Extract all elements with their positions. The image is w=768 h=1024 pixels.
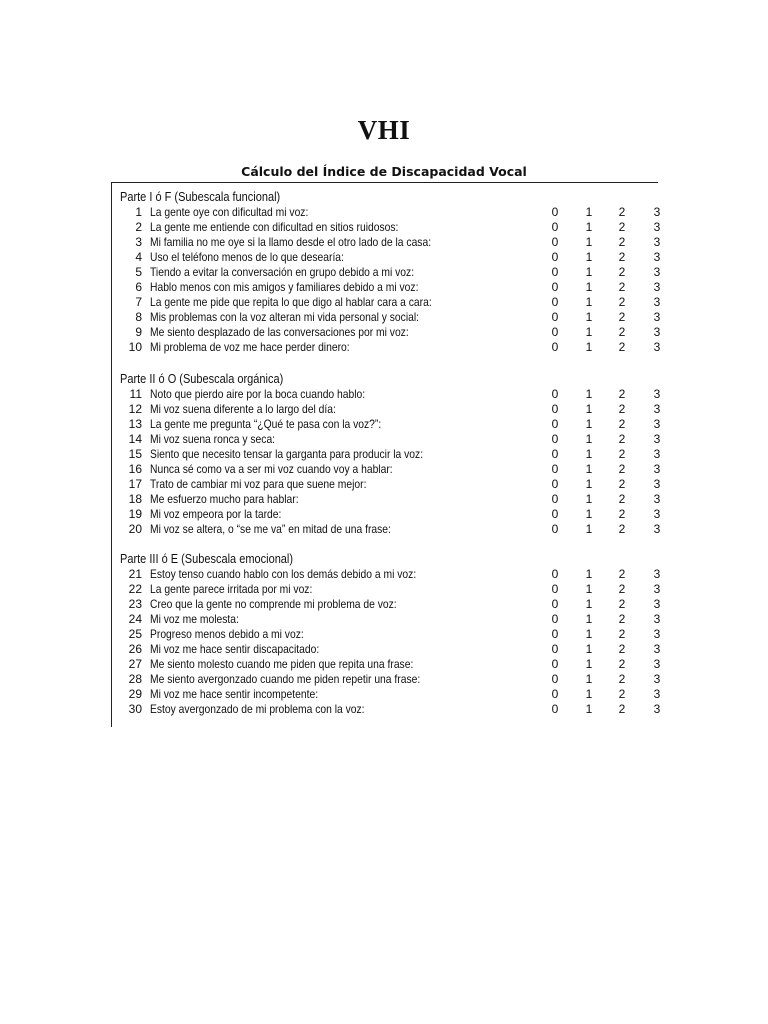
score-option-2: 2 (618, 340, 626, 354)
score-option-1: 1 (585, 492, 593, 506)
question-text: Mi familia no me oye si la llamo desde el otro lado de la casa: (150, 235, 432, 249)
question-text: Mi problema de voz me hace perder dinero: (150, 340, 350, 354)
score-option-3: 3 (653, 432, 661, 446)
score-option-1: 1 (585, 387, 593, 401)
score-option-1: 1 (585, 627, 593, 641)
score-option-3: 3 (653, 597, 661, 611)
score-option-3: 3 (653, 702, 661, 716)
score-option-0: 0 (551, 702, 559, 716)
question-number: 5 (135, 265, 142, 279)
section-title: Parte III ó E (Subescala emocional) (120, 552, 294, 566)
question-number: 23 (128, 597, 142, 611)
score-option-1: 1 (585, 205, 593, 219)
score-option-2: 2 (618, 702, 626, 716)
score-option-1: 1 (585, 612, 593, 626)
question-row (120, 310, 665, 325)
score-option-1: 1 (585, 432, 593, 446)
score-option-2: 2 (618, 417, 626, 431)
score-option-2: 2 (618, 492, 626, 506)
question-number: 30 (128, 702, 142, 716)
question-text: Mi voz se altera, o “se me va” en mitad de una frase: (150, 522, 391, 536)
question-row (120, 432, 665, 447)
question-row (120, 447, 665, 462)
question-number: 11 (129, 387, 142, 401)
score-option-0: 0 (551, 582, 559, 596)
score-option-3: 3 (653, 310, 661, 324)
question-row (120, 220, 665, 235)
question-row (120, 672, 665, 687)
score-option-0: 0 (551, 627, 559, 641)
score-option-0: 0 (551, 612, 559, 626)
score-option-1: 1 (585, 265, 593, 279)
score-option-0: 0 (551, 295, 559, 309)
question-row (120, 642, 665, 657)
score-option-0: 0 (551, 205, 559, 219)
question-text: Mi voz suena ronca y seca: (150, 432, 276, 446)
question-text: Mi voz me molesta: (150, 612, 239, 626)
score-option-3: 3 (653, 265, 661, 279)
score-option-1: 1 (585, 657, 593, 671)
score-option-2: 2 (618, 402, 626, 416)
section-title: Parte II ó O (Subescala orgánica) (120, 372, 284, 386)
question-number: 8 (135, 310, 142, 324)
question-row (120, 627, 665, 642)
question-row (120, 402, 665, 417)
question-number: 22 (128, 582, 142, 596)
score-option-3: 3 (653, 657, 661, 671)
question-text: Estoy tenso cuando hablo con los demás debido a mi voz: (150, 567, 417, 581)
score-option-3: 3 (653, 687, 661, 701)
score-option-2: 2 (618, 220, 626, 234)
question-number: 25 (128, 627, 142, 641)
score-option-1: 1 (585, 477, 593, 491)
question-text: Me esfuerzo mucho para hablar: (150, 492, 299, 506)
question-row (120, 462, 665, 477)
question-number: 21 (128, 567, 142, 581)
question-row (120, 250, 665, 265)
score-option-1: 1 (585, 310, 593, 324)
score-option-2: 2 (618, 447, 626, 461)
question-number: 26 (128, 642, 142, 656)
score-option-3: 3 (653, 417, 661, 431)
score-option-1: 1 (585, 280, 593, 294)
score-option-1: 1 (585, 340, 593, 354)
score-option-1: 1 (585, 582, 593, 596)
score-option-2: 2 (618, 432, 626, 446)
score-option-1: 1 (585, 702, 593, 716)
question-text: Mis problemas con la voz alteran mi vida personal y social: (150, 310, 420, 324)
score-option-1: 1 (585, 402, 593, 416)
score-option-2: 2 (618, 387, 626, 401)
question-text: Trato de cambiar mi voz para que suene mejor: (150, 477, 367, 491)
score-option-0: 0 (551, 402, 559, 416)
question-text: La gente me entiende con dificultad en sitios ruidosos: (150, 220, 399, 234)
question-row (120, 567, 665, 582)
question-number: 19 (128, 507, 142, 521)
score-option-0: 0 (551, 250, 559, 264)
score-option-3: 3 (653, 250, 661, 264)
score-option-3: 3 (653, 642, 661, 656)
question-text: La gente oye con dificultad mi voz: (150, 205, 309, 219)
score-option-1: 1 (585, 672, 593, 686)
score-option-2: 2 (618, 265, 626, 279)
question-row (120, 477, 665, 492)
question-text: Mi voz suena diferente a lo largo del día: (150, 402, 336, 416)
score-option-3: 3 (653, 220, 661, 234)
score-option-3: 3 (653, 325, 661, 339)
question-row (120, 265, 665, 280)
question-text: La gente me pregunta “¿Qué te pasa con la voz?”: (150, 417, 382, 431)
document-subtitle (0, 164, 768, 179)
section-title: Parte I ó F (Subescala funcional) (120, 190, 281, 204)
score-option-2: 2 (618, 250, 626, 264)
score-option-0: 0 (551, 340, 559, 354)
score-option-3: 3 (653, 462, 661, 476)
question-number: 6 (135, 280, 142, 294)
score-option-1: 1 (585, 447, 593, 461)
score-option-1: 1 (585, 235, 593, 249)
score-option-2: 2 (618, 522, 626, 536)
score-option-0: 0 (551, 280, 559, 294)
question-row (120, 387, 665, 402)
question-number: 29 (128, 687, 142, 701)
question-row (120, 612, 665, 627)
question-number: 18 (128, 492, 142, 506)
score-option-1: 1 (585, 417, 593, 431)
score-option-3: 3 (653, 235, 661, 249)
score-option-1: 1 (585, 597, 593, 611)
score-option-3: 3 (653, 447, 661, 461)
score-option-1: 1 (585, 567, 593, 581)
score-option-1: 1 (585, 462, 593, 476)
score-option-2: 2 (618, 205, 626, 219)
question-number: 13 (128, 417, 142, 431)
score-option-2: 2 (618, 235, 626, 249)
section-emotional (120, 551, 665, 717)
question-number: 9 (135, 325, 142, 339)
score-option-0: 0 (551, 462, 559, 476)
score-option-0: 0 (551, 265, 559, 279)
score-option-2: 2 (618, 582, 626, 596)
question-number: 24 (128, 612, 142, 626)
score-option-0: 0 (551, 687, 559, 701)
score-option-1: 1 (585, 687, 593, 701)
question-number: 7 (135, 295, 142, 309)
score-option-0: 0 (551, 417, 559, 431)
question-number: 15 (128, 447, 142, 461)
score-option-1: 1 (585, 250, 593, 264)
question-number: 17 (128, 477, 142, 491)
score-option-2: 2 (618, 507, 626, 521)
question-text: Tiendo a evitar la conversación en grupo debido a mi voz: (150, 265, 415, 279)
score-option-3: 3 (653, 567, 661, 581)
score-option-2: 2 (618, 642, 626, 656)
score-option-0: 0 (551, 432, 559, 446)
question-number: 10 (128, 340, 142, 354)
question-number: 2 (135, 220, 142, 234)
question-text: Siento que necesito tensar la garganta para producir la voz: (150, 447, 424, 461)
question-row (120, 280, 665, 295)
score-option-1: 1 (585, 522, 593, 536)
score-option-1: 1 (585, 642, 593, 656)
score-option-2: 2 (618, 462, 626, 476)
score-option-0: 0 (551, 507, 559, 521)
score-option-0: 0 (551, 522, 559, 536)
question-row (120, 702, 665, 717)
score-option-1: 1 (585, 220, 593, 234)
question-number: 1 (135, 205, 142, 219)
score-option-2: 2 (618, 325, 626, 339)
score-option-0: 0 (551, 325, 559, 339)
question-row (120, 417, 665, 432)
question-number: 28 (128, 672, 142, 686)
question-number: 3 (135, 235, 142, 249)
score-option-3: 3 (653, 492, 661, 506)
question-text: La gente parece irritada por mi voz: (150, 582, 313, 596)
score-option-0: 0 (551, 447, 559, 461)
question-row (120, 522, 665, 537)
question-text: Me siento avergonzado cuando me piden repetir una frase: (150, 672, 421, 686)
score-option-2: 2 (618, 657, 626, 671)
score-option-3: 3 (653, 280, 661, 294)
question-text: Hablo menos con mis amigos y familiares debido a mi voz: (150, 280, 419, 294)
score-option-2: 2 (618, 672, 626, 686)
question-row (120, 657, 665, 672)
score-option-0: 0 (551, 597, 559, 611)
score-option-0: 0 (551, 235, 559, 249)
score-option-2: 2 (618, 295, 626, 309)
question-text: Estoy avergonzado de mi problema con la voz: (150, 702, 365, 716)
question-text: Progreso menos debido a mi voz: (150, 627, 304, 641)
score-option-2: 2 (618, 597, 626, 611)
question-text: La gente me pide que repita lo que digo al hablar cara a cara: (150, 295, 432, 309)
score-option-3: 3 (653, 582, 661, 596)
question-text: Mi voz me hace sentir discapacitado: (150, 642, 320, 656)
score-option-1: 1 (585, 325, 593, 339)
section-organic (120, 371, 665, 537)
question-row (120, 492, 665, 507)
score-option-2: 2 (618, 687, 626, 701)
score-option-3: 3 (653, 477, 661, 491)
question-row (120, 597, 665, 612)
score-option-3: 3 (653, 672, 661, 686)
question-text: Noto que pierdo aire por la boca cuando hablo: (150, 387, 366, 401)
question-row (120, 325, 665, 340)
score-option-3: 3 (653, 507, 661, 521)
score-option-3: 3 (653, 205, 661, 219)
score-option-3: 3 (653, 402, 661, 416)
score-option-3: 3 (653, 387, 661, 401)
question-text: Me siento molesto cuando me piden que repita una frase: (150, 657, 414, 671)
score-option-0: 0 (551, 492, 559, 506)
score-option-0: 0 (551, 672, 559, 686)
question-text: Mi voz me hace sentir incompetente: (150, 687, 319, 701)
question-row (120, 295, 665, 310)
question-number: 14 (128, 432, 142, 446)
question-text: Creo que la gente no comprende mi problema de voz: (150, 597, 397, 611)
question-text: Uso el teléfono menos de lo que desearía: (150, 250, 344, 264)
score-option-2: 2 (618, 477, 626, 491)
question-text: Mi voz empeora por la tarde: (150, 507, 282, 521)
question-text: Me siento desplazado de las conversaciones por mi voz: (150, 325, 409, 339)
score-option-0: 0 (551, 657, 559, 671)
question-row (120, 507, 665, 522)
score-option-0: 0 (551, 310, 559, 324)
score-option-1: 1 (585, 295, 593, 309)
score-option-0: 0 (551, 387, 559, 401)
question-number: 12 (128, 402, 142, 416)
question-row (120, 687, 665, 702)
question-text: Nunca sé como va a ser mi voz cuando voy a hablar: (150, 462, 393, 476)
score-option-2: 2 (618, 280, 626, 294)
score-option-2: 2 (618, 612, 626, 626)
document-title: VHI (357, 115, 411, 145)
question-number: 4 (135, 250, 142, 264)
score-option-2: 2 (618, 567, 626, 581)
score-option-0: 0 (551, 567, 559, 581)
score-option-2: 2 (618, 310, 626, 324)
score-option-3: 3 (653, 612, 661, 626)
questionnaire-frame (111, 182, 661, 727)
question-row (120, 582, 665, 597)
score-option-0: 0 (551, 477, 559, 491)
score-option-3: 3 (653, 627, 661, 641)
question-number: 16 (128, 462, 142, 476)
section-functional (120, 189, 665, 355)
question-row (120, 340, 665, 355)
question-row (120, 205, 665, 220)
score-option-3: 3 (653, 295, 661, 309)
question-row (120, 235, 665, 250)
score-option-2: 2 (618, 627, 626, 641)
subtitle-text: Cálculo del Índice de Discapacidad Vocal (241, 164, 527, 179)
question-number: 27 (128, 657, 142, 671)
score-option-3: 3 (653, 522, 661, 536)
score-option-1: 1 (585, 507, 593, 521)
score-option-0: 0 (551, 220, 559, 234)
question-number: 20 (128, 522, 142, 536)
score-option-3: 3 (653, 340, 661, 354)
score-option-0: 0 (551, 642, 559, 656)
